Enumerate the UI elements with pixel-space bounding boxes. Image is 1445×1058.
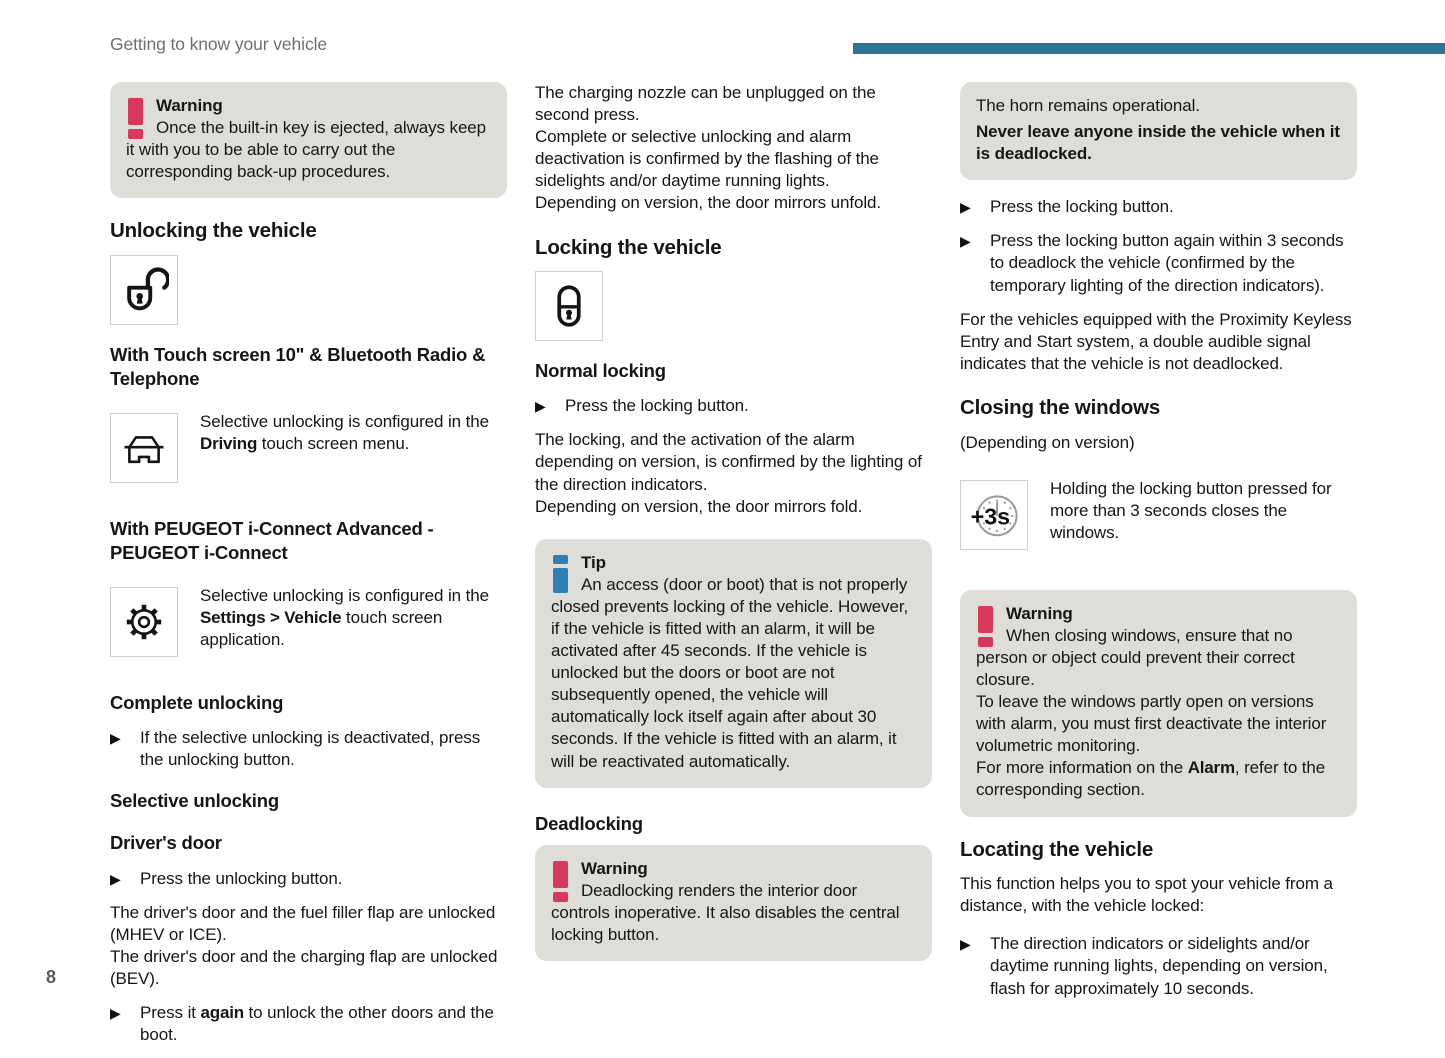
heading-locking-the-vehicle: Locking the vehicle xyxy=(535,235,722,259)
heading-unlocking-the-vehicle: Unlocking the vehicle xyxy=(110,219,317,243)
bullet-text-post: to unlock the other doors and the boot. xyxy=(140,1003,494,1045)
heading-selective-unlocking: Selective unlocking xyxy=(110,790,279,812)
page-number: 8 xyxy=(46,967,56,987)
page-header: Getting to know your vehicle xyxy=(110,34,328,54)
heading-drivers-door: Driver's door xyxy=(110,832,222,854)
paragraph-locking-confirmation xyxy=(535,429,932,517)
bullet-text-pre: Press it xyxy=(140,1003,201,1022)
iconnect-row xyxy=(110,583,507,673)
paragraph-line: Depending on version, the door mirrors unfold. xyxy=(535,193,881,213)
bullet-arrow-icon: ▶ xyxy=(535,398,546,415)
iconnect-text-pre: Selective unlocking is configured in the xyxy=(200,586,489,606)
heading-touchscreen: With Touch screen 10" & Bluetooth Radio & Telephone xyxy=(110,344,486,390)
bullet-complete-unlocking xyxy=(110,727,507,771)
warning-body1: When closing windows, ensure that no person or object could prevent their correct closure. xyxy=(976,625,1295,689)
bullet-text: The direction indicators or sidelights and/or daytime running lights, depending on version, flash for approximately 10 seconds. xyxy=(990,934,1328,998)
bullet-text-bold: again xyxy=(200,1003,244,1022)
tip-info-icon xyxy=(553,555,568,593)
warning-exclamation-icon xyxy=(128,98,143,139)
paragraph-line: Complete or selective unlocking and alarm deactivation is confirmed by the flashing of the sidelights and/or daytime running lights. xyxy=(535,127,879,191)
bullet-press-again xyxy=(110,1002,507,1046)
warning-body2: To leave the windows partly open on versions with alarm, you must first deactivate the interior volumetric monitoring. xyxy=(976,692,1327,756)
warning-title: Warning xyxy=(1006,603,1073,623)
hold-3s-text: Holding the locking button pressed for more than 3 seconds closes the windows. xyxy=(1050,478,1332,542)
heading-iconnect: With PEUGEOT i-Connect Advanced - PEUGEOT i-Connect xyxy=(110,518,434,564)
warning-body3 xyxy=(976,757,1341,801)
warning-title: Warning xyxy=(156,96,223,115)
touchscreen-text-pre: Selective unlocking is configured in the xyxy=(200,412,489,432)
horn-box-line2: Never leave anyone inside the vehicle when it is deadlocked. xyxy=(976,122,1340,164)
bullet-text: Press the locking button again within 3 seconds to deadlock the vehicle (confirmed by the temporary lighting of the direction indicators). xyxy=(990,231,1344,295)
bullet-arrow-icon: ▶ xyxy=(960,199,971,216)
paragraph-line: The charging nozzle can be unplugged on the second press. xyxy=(535,83,876,125)
bullet-press-locking xyxy=(960,196,1357,218)
warning-body: Deadlocking renders the interior door controls inoperative. It also disables the central locking button. xyxy=(551,880,900,944)
gear-icon xyxy=(110,587,178,657)
warning-box-deadlocking xyxy=(535,845,932,961)
bullet-text: Press the unlocking button. xyxy=(140,868,343,888)
column-2 xyxy=(535,82,932,1058)
paragraph-depending-version: (Depending on version) xyxy=(960,432,1135,452)
bullet-arrow-icon: ▶ xyxy=(110,1005,121,1021)
bullet-direction-indicators xyxy=(960,933,1357,999)
heading-normal-locking: Normal locking xyxy=(535,360,666,382)
bullet-press-unlocking xyxy=(110,868,507,890)
paragraph-line: The driver's door and the fuel filler flap are unlocked (MHEV or ICE). xyxy=(110,902,496,944)
heading-locating-the-vehicle: Locating the vehicle xyxy=(960,837,1154,861)
bullet-text xyxy=(140,1003,494,1044)
iconnect-text-post: touch screen application. xyxy=(200,608,443,650)
tip-body: An access (door or boot) that is not properly closed prevents locking of the vehicle. However, if the vehicle is fitted with an alarm, it will be activated after 45 seconds. If the vehicle is unlocked but the doors or boot are not subsequently opened, the vehicle will automatically lock itself again after about 30 seconds. If the vehicle is fitted with an alarm, it will be reactivated automatically. xyxy=(551,574,909,771)
tip-box-access xyxy=(535,539,932,788)
paragraph-charging-nozzle xyxy=(535,82,932,215)
warning-title: Warning xyxy=(581,858,648,878)
car-front-icon xyxy=(110,413,178,483)
info-box-horn xyxy=(960,82,1357,180)
warning-box-closing-windows xyxy=(960,590,1357,817)
content-columns xyxy=(110,82,1357,1058)
unlock-padlock-icon xyxy=(110,255,178,325)
warning-body: Once the built-in key is ejected, always keep it with you to be able to carry out the corresponding back-up procedures. xyxy=(126,118,487,182)
accent-bar xyxy=(853,43,1445,54)
paragraph-line: The driver's door and the charging flap are unlocked (BEV). xyxy=(110,946,498,988)
bullet-text: Press the locking button. xyxy=(990,197,1174,217)
warning-exclamation-icon xyxy=(978,606,993,647)
heading-deadlocking: Deadlocking xyxy=(535,812,643,834)
heading-closing-the-windows: Closing the windows xyxy=(960,395,1161,419)
touchscreen-text-bold: Driving xyxy=(200,434,258,454)
paragraph-locating: This function helps you to spot your vehicle from a distance, with the vehicle locked: xyxy=(960,874,1333,916)
paragraph-keyless-entry: For the vehicles equipped with the Proximity Keyless Entry and Start system, a double audible signal indicates that the vehicle is not deadlocked. xyxy=(960,309,1352,373)
clock-3s-label: +3s xyxy=(970,503,1011,530)
touchscreen-row xyxy=(110,409,507,499)
column-1 xyxy=(110,82,507,1058)
horn-box-line1: The horn remains operational. xyxy=(976,96,1200,115)
paragraph-line: Depending on version, the door mirrors fold. xyxy=(535,496,863,516)
bullet-arrow-icon: ▶ xyxy=(960,233,971,250)
tip-title: Tip xyxy=(581,552,606,572)
iconnect-text-bold: Settings > Vehicle xyxy=(200,608,342,628)
bullet-press-locking-again xyxy=(960,230,1357,296)
lock-padlock-icon xyxy=(535,271,603,341)
warning-body3-bold: Alarm xyxy=(1187,758,1235,778)
warning-box-builtin-key xyxy=(110,82,507,198)
touchscreen-text-post: touch screen menu. xyxy=(257,434,410,454)
paragraph-doors-unlocked xyxy=(110,902,507,990)
clock-3s-icon xyxy=(960,480,1028,550)
bullet-arrow-icon: ▶ xyxy=(110,730,121,747)
heading-complete-unlocking: Complete unlocking xyxy=(110,692,284,714)
warning-exclamation-icon xyxy=(553,861,568,902)
bullet-press-locking xyxy=(535,395,932,417)
paragraph-line: The locking, and the activation of the alarm depending on version, is confirmed by the lighting of the direction indicators. xyxy=(535,430,922,494)
warning-body3-post: , refer to the corresponding section. xyxy=(976,758,1326,800)
bullet-arrow-icon: ▶ xyxy=(960,936,971,953)
hold-3s-row xyxy=(960,476,1357,566)
iconnect-text xyxy=(200,583,507,651)
bullet-text: Press the locking button. xyxy=(565,396,749,416)
touchscreen-text xyxy=(200,409,507,455)
warning-body3-pre: For more information on the xyxy=(976,758,1188,778)
bullet-arrow-icon: ▶ xyxy=(110,870,121,887)
column-3 xyxy=(960,82,1357,1058)
bullet-text: If the selective unlocking is deactivated, press the unlocking button. xyxy=(140,728,481,770)
